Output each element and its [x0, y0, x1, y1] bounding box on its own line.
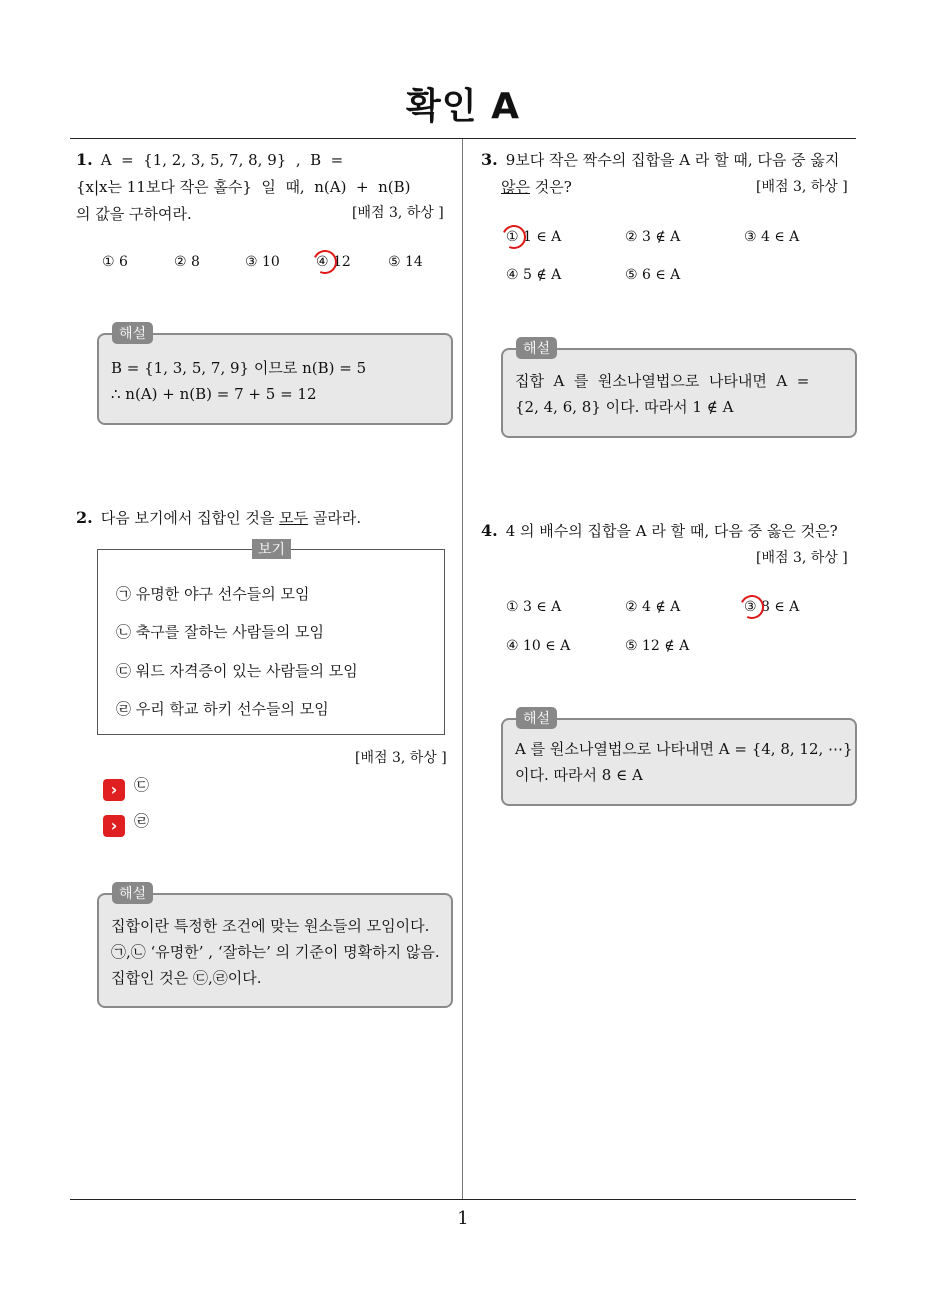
bogi-item-3: ㉢ 워드 자격증이 있는 사람들의 모임 [116, 662, 358, 680]
q4-choice-1[interactable]: ① 3 ∈ A [506, 599, 562, 615]
q1-choice-4[interactable]: ④ 12 [316, 254, 351, 270]
q2-answer-1: ㉢ [134, 776, 150, 794]
q2-solution-line3: 집합인 것은 ㉢,㉣이다. [111, 969, 262, 987]
q3-solution-line2: {2, 4, 6, 8} 이다. 따라서 1 ∉ A [515, 398, 734, 416]
q2-solution-box [97, 893, 453, 1008]
q1-choice-3[interactable]: ③ 10 [245, 254, 280, 270]
q4-line1: 4. 4 의 배수의 집합을 A 라 할 때, 다음 중 옳은 것은? [481, 521, 838, 540]
q1-choice-2[interactable]: ② 8 [174, 254, 200, 270]
q1-choice-5[interactable]: ⑤ 14 [388, 254, 423, 270]
bogi-item-1: ㉠ 유명한 야구 선수들의 모임 [116, 585, 310, 603]
q4-solution-line1: A 를 원소나열법으로 나타내면 A = {4, 8, 12, ⋯} [515, 740, 853, 758]
q2-meta: [배점 3, 하상 ] [355, 750, 447, 766]
q3-line2: 않은 것은? [501, 178, 572, 196]
page-title: 확인 A [406, 86, 520, 127]
q3-choice-5[interactable]: ⑤ 6 ∈ A [625, 267, 681, 283]
q1-line3: 의 값을 구하여라. [76, 205, 192, 223]
q2-number: 2. [76, 508, 93, 527]
q3-choice-2[interactable]: ② 3 ∉ A [625, 229, 681, 245]
q3-choice-3[interactable]: ③ 4 ∈ A [744, 229, 800, 245]
bottom-rule [70, 1199, 856, 1200]
q2-line: 2. 다음 보기에서 집합인 것을 모두 골라라. [76, 508, 362, 527]
q4-meta: [배점 3, 하상 ] [756, 550, 848, 566]
q4-solution-box [501, 718, 857, 806]
q4-solution-line2: 이다. 따라서 8 ∈ A [515, 766, 643, 784]
q1-solution-line2: ∴ n(A) + n(B) = 7 + 5 = 12 [111, 385, 317, 403]
q3-line1: 3. 9보다 작은 짝수의 집합을 A 라 할 때, 다음 중 옳지 [481, 150, 840, 169]
top-rule [70, 138, 856, 139]
q1-solution-tag: 해설 [112, 322, 153, 344]
q3-solution-tag: 해설 [516, 337, 557, 359]
bogi-item-4: ㉣ 우리 학교 하키 선수들의 모임 [116, 700, 329, 718]
q1-answer-mark [310, 247, 341, 278]
q4-solution-tag: 해설 [516, 707, 557, 729]
q3-meta: [배점 3, 하상 ] [756, 179, 848, 195]
q1-meta: [배점 3, 하상 ] [352, 205, 444, 221]
q2-answer-2: ㉣ [134, 812, 150, 830]
q4-choice-2[interactable]: ② 4 ∉ A [625, 599, 681, 615]
q2-solution-line1: 집합이란 특정한 조건에 맞는 원소들의 모임이다. [111, 917, 430, 935]
q4-answer-mark [737, 592, 768, 623]
q4-number: 4. [481, 521, 498, 540]
answer-arrow-icon: › [103, 815, 125, 837]
q1-solution-line1: B = {1, 3, 5, 7, 9} 이므로 n(B) = 5 [111, 359, 367, 377]
q3-answer-mark [499, 222, 530, 253]
page-number: 1 [457, 1208, 469, 1229]
q2-solution-tag: 해설 [112, 882, 153, 904]
q3-solution-box [501, 348, 857, 438]
q3-number: 3. [481, 150, 498, 169]
bogi-label: 보기 [252, 539, 291, 559]
q1-number: 1. [76, 150, 93, 169]
q1-line1: 1. A = {1, 2, 3, 5, 7, 8, 9} , B = [76, 150, 344, 169]
q1-choice-1[interactable]: ① 6 [102, 254, 128, 270]
column-divider [462, 139, 463, 1200]
q3-choice-1[interactable]: ① 1 ∈ A [506, 229, 562, 245]
q2-solution-line2: ㉠,㉡ ‘유명한’ , ‘잘하는’ 의 기준이 명확하지 않음. [111, 943, 440, 961]
q1-line2: {x|x는 11보다 작은 홀수} 일 때, n(A) + n(B) [76, 178, 411, 196]
bogi-item-2: ㉡ 축구를 잘하는 사람들의 모임 [116, 623, 324, 641]
q1-solution-box [97, 333, 453, 425]
q3-choice-4[interactable]: ④ 5 ∉ A [506, 267, 562, 283]
q3-solution-line1: 집합 A 를 원소나열법으로 나타내면 A = [515, 372, 810, 390]
answer-arrow-icon: › [103, 779, 125, 801]
q4-choice-5[interactable]: ⑤ 12 ∉ A [625, 638, 690, 654]
q4-choice-3[interactable]: ③ 8 ∈ A [744, 599, 800, 615]
q4-choice-4[interactable]: ④ 10 ∈ A [506, 638, 571, 654]
